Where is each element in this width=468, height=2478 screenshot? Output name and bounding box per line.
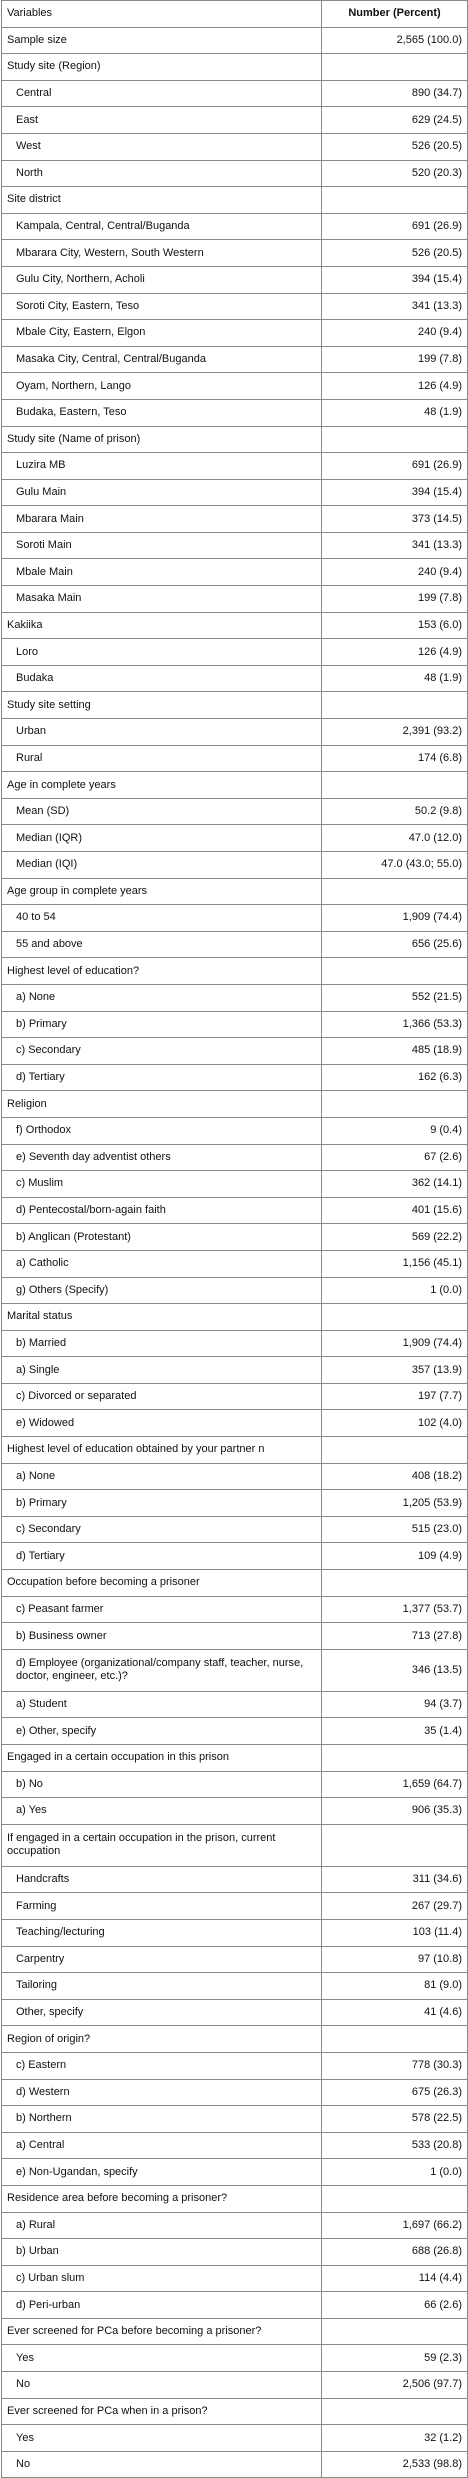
table-row bbox=[2, 1623, 468, 1650]
variable-label: Central bbox=[2, 80, 322, 107]
table-row bbox=[2, 1973, 468, 2000]
table-row bbox=[2, 399, 468, 426]
variable-label: Soroti City, Eastern, Teso bbox=[2, 293, 322, 320]
variable-label: East bbox=[2, 107, 322, 134]
variable-label: Budaka bbox=[2, 665, 322, 692]
variable-label: Gulu Main bbox=[2, 479, 322, 506]
number-percent-cell bbox=[322, 1824, 468, 1866]
table-body bbox=[2, 27, 468, 2478]
section-label: Occupation before becoming a prisoner bbox=[2, 1570, 322, 1597]
table-row bbox=[2, 266, 468, 293]
variable-label: Handcrafts bbox=[2, 1866, 322, 1893]
variable-label: b) Primary bbox=[2, 1490, 322, 1517]
table-row bbox=[2, 825, 468, 852]
table-row bbox=[2, 1691, 468, 1718]
variable-label: e) Other, specify bbox=[2, 1718, 322, 1745]
section-label: Region of origin? bbox=[2, 2026, 322, 2053]
section-label: Study site setting bbox=[2, 692, 322, 719]
table-row bbox=[2, 719, 468, 746]
section-label: Age group in complete years bbox=[2, 878, 322, 905]
section-header-row bbox=[2, 54, 468, 81]
table-row bbox=[2, 479, 468, 506]
variable-label: Median (IQR) bbox=[2, 825, 322, 852]
table-row bbox=[2, 1224, 468, 1251]
section-header-row bbox=[2, 692, 468, 719]
variable-label: a) Central bbox=[2, 2132, 322, 2159]
section-header-row bbox=[2, 2185, 468, 2212]
section-label: Ever screened for PCa before becoming a prisoner? bbox=[2, 2318, 322, 2345]
number-percent-cell: 1,205 (53.9) bbox=[322, 1490, 468, 1517]
variable-label: Mean (SD) bbox=[2, 798, 322, 825]
table-row bbox=[2, 1064, 468, 1091]
number-percent-cell: 267 (29.7) bbox=[322, 1893, 468, 1920]
table-row bbox=[2, 1357, 468, 1384]
number-percent-cell: 778 (30.3) bbox=[322, 2052, 468, 2079]
table-row bbox=[2, 2159, 468, 2186]
table-row bbox=[2, 612, 468, 639]
number-percent-cell: 691 (26.9) bbox=[322, 213, 468, 240]
variable-label: c) Urban slum bbox=[2, 2265, 322, 2292]
table-row bbox=[2, 160, 468, 187]
number-percent-cell: 656 (25.6) bbox=[322, 931, 468, 958]
table-row bbox=[2, 1893, 468, 1920]
variable-label: b) Anglican (Protestant) bbox=[2, 1224, 322, 1251]
characteristics-table bbox=[1, 0, 468, 2478]
section-header-row bbox=[2, 2026, 468, 2053]
variable-label: b) Primary bbox=[2, 1011, 322, 1038]
number-percent-cell: 114 (4.4) bbox=[322, 2265, 468, 2292]
section-label: Site district bbox=[2, 187, 322, 214]
table-row bbox=[2, 559, 468, 586]
number-percent-cell bbox=[322, 772, 468, 799]
variable-label: c) Muslim bbox=[2, 1171, 322, 1198]
number-percent-cell: 311 (34.6) bbox=[322, 1866, 468, 1893]
number-percent-cell bbox=[322, 1437, 468, 1464]
section-label: Highest level of education? bbox=[2, 958, 322, 985]
table-row bbox=[2, 1463, 468, 1490]
variable-label: f) Orthodox bbox=[2, 1117, 322, 1144]
variable-label: Oyam, Northern, Lango bbox=[2, 373, 322, 400]
table-row bbox=[2, 1330, 468, 1357]
number-percent-cell: 1 (0.0) bbox=[322, 1277, 468, 1304]
number-percent-cell: 691 (26.9) bbox=[322, 453, 468, 480]
variable-label: d) Western bbox=[2, 2079, 322, 2106]
number-percent-cell bbox=[322, 958, 468, 985]
number-percent-cell: 32 (1.2) bbox=[322, 2425, 468, 2452]
table-row bbox=[2, 1250, 468, 1277]
variable-label: 55 and above bbox=[2, 931, 322, 958]
number-percent-cell bbox=[322, 2026, 468, 2053]
table-row bbox=[2, 1999, 468, 2026]
table-row bbox=[2, 1516, 468, 1543]
number-percent-cell: 47.0 (43.0; 55.0) bbox=[322, 852, 468, 879]
table-row bbox=[2, 373, 468, 400]
table-row bbox=[2, 2106, 468, 2133]
number-percent-cell: 67 (2.6) bbox=[322, 1144, 468, 1171]
number-percent-cell: 341 (13.3) bbox=[322, 532, 468, 559]
table-row bbox=[2, 532, 468, 559]
number-percent-cell bbox=[322, 1745, 468, 1772]
variable-label: Soroti Main bbox=[2, 532, 322, 559]
section-label: Study site (Region) bbox=[2, 54, 322, 81]
section-header-row bbox=[2, 1745, 468, 1772]
number-percent-cell: 97 (10.8) bbox=[322, 1946, 468, 1973]
variable-label: No bbox=[2, 2372, 322, 2399]
table-row bbox=[2, 745, 468, 772]
table-row bbox=[2, 639, 468, 666]
variable-label: Mbale Main bbox=[2, 559, 322, 586]
number-percent-cell: 1,659 (64.7) bbox=[322, 1771, 468, 1798]
number-percent-cell: 890 (34.7) bbox=[322, 80, 468, 107]
variable-label: Kampala, Central, Central/Buganda bbox=[2, 213, 322, 240]
number-percent-cell bbox=[322, 187, 468, 214]
variable-label: Masaka Main bbox=[2, 586, 322, 613]
number-percent-cell: 240 (9.4) bbox=[322, 559, 468, 586]
variable-label: Gulu City, Northern, Acholi bbox=[2, 266, 322, 293]
number-percent-cell: 1,909 (74.4) bbox=[322, 1330, 468, 1357]
table-row bbox=[2, 2425, 468, 2452]
number-percent-cell: 533 (20.8) bbox=[322, 2132, 468, 2159]
section-label: Residence area before becoming a prisoner? bbox=[2, 2185, 322, 2212]
variable-label: a) Rural bbox=[2, 2212, 322, 2239]
variable-label: e) Non-Ugandan, specify bbox=[2, 2159, 322, 2186]
number-percent-cell: 394 (15.4) bbox=[322, 266, 468, 293]
number-percent-cell: 2,391 (93.2) bbox=[322, 719, 468, 746]
variable-label: Sample size bbox=[2, 27, 322, 54]
table-row bbox=[2, 2052, 468, 2079]
table-row bbox=[2, 1543, 468, 1570]
number-percent-cell: 199 (7.8) bbox=[322, 586, 468, 613]
number-percent-cell: 401 (15.6) bbox=[322, 1197, 468, 1224]
variable-label: West bbox=[2, 133, 322, 160]
table-row bbox=[2, 1718, 468, 1745]
section-label: Religion bbox=[2, 1091, 322, 1118]
table-row bbox=[2, 1946, 468, 1973]
number-percent-cell: 103 (11.4) bbox=[322, 1919, 468, 1946]
table-row bbox=[2, 1383, 468, 1410]
section-header-row bbox=[2, 1570, 468, 1597]
header-number-percent: Number (Percent) bbox=[322, 1, 468, 28]
table-row bbox=[2, 80, 468, 107]
section-header-row bbox=[2, 958, 468, 985]
section-label: Highest level of education obtained by your partner n bbox=[2, 1437, 322, 1464]
variable-label: Kakiika bbox=[2, 612, 322, 639]
section-header-row bbox=[2, 187, 468, 214]
table-row bbox=[2, 2132, 468, 2159]
number-percent-cell: 713 (27.8) bbox=[322, 1623, 468, 1650]
variable-label: a) Single bbox=[2, 1357, 322, 1384]
number-percent-cell: 94 (3.7) bbox=[322, 1691, 468, 1718]
number-percent-cell: 1,697 (66.2) bbox=[322, 2212, 468, 2239]
variable-label: 40 to 54 bbox=[2, 905, 322, 932]
variable-label: d) Peri-urban bbox=[2, 2292, 322, 2319]
number-percent-cell: 578 (22.5) bbox=[322, 2106, 468, 2133]
table-row bbox=[2, 905, 468, 932]
number-percent-cell: 552 (21.5) bbox=[322, 984, 468, 1011]
variable-label: Mbarara Main bbox=[2, 506, 322, 533]
number-percent-cell: 35 (1.4) bbox=[322, 1718, 468, 1745]
table-row bbox=[2, 931, 468, 958]
variable-label: a) Catholic bbox=[2, 1250, 322, 1277]
table-row bbox=[2, 2451, 468, 2478]
number-percent-cell: 346 (13.5) bbox=[322, 1649, 468, 1691]
variable-label: b) Urban bbox=[2, 2239, 322, 2266]
variable-label: g) Others (Specify) bbox=[2, 1277, 322, 1304]
number-percent-cell: 2,533 (98.8) bbox=[322, 2451, 468, 2478]
table-row bbox=[2, 2079, 468, 2106]
variable-label: Mbarara City, Western, South Western bbox=[2, 240, 322, 267]
variable-label: d) Pentecostal/born-again faith bbox=[2, 1197, 322, 1224]
number-percent-cell: 1,366 (53.3) bbox=[322, 1011, 468, 1038]
table-row bbox=[2, 1410, 468, 1437]
variable-label: c) Eastern bbox=[2, 2052, 322, 2079]
number-percent-cell bbox=[322, 2185, 468, 2212]
variable-label: Carpentry bbox=[2, 1946, 322, 1973]
number-percent-cell: 526 (20.5) bbox=[322, 240, 468, 267]
section-header-row bbox=[2, 2398, 468, 2425]
number-percent-cell: 373 (14.5) bbox=[322, 506, 468, 533]
table-row bbox=[2, 1919, 468, 1946]
variable-label: a) None bbox=[2, 1463, 322, 1490]
section-label: Ever screened for PCa when in a prison? bbox=[2, 2398, 322, 2425]
variable-label: c) Peasant farmer bbox=[2, 1596, 322, 1623]
number-percent-cell: 199 (7.8) bbox=[322, 346, 468, 373]
number-percent-cell: 102 (4.0) bbox=[322, 1410, 468, 1437]
table-row bbox=[2, 2372, 468, 2399]
variable-label: c) Secondary bbox=[2, 1038, 322, 1065]
number-percent-cell: 126 (4.9) bbox=[322, 373, 468, 400]
table-row bbox=[2, 1197, 468, 1224]
table-row bbox=[2, 453, 468, 480]
table-row bbox=[2, 1798, 468, 1825]
number-percent-cell: 126 (4.9) bbox=[322, 639, 468, 666]
number-percent-cell: 174 (6.8) bbox=[322, 745, 468, 772]
number-percent-cell: 48 (1.9) bbox=[322, 399, 468, 426]
table-row bbox=[2, 1011, 468, 1038]
number-percent-cell: 2,506 (97.7) bbox=[322, 2372, 468, 2399]
variable-label: Budaka, Eastern, Teso bbox=[2, 399, 322, 426]
variable-label: Urban bbox=[2, 719, 322, 746]
number-percent-cell: 1,377 (53.7) bbox=[322, 1596, 468, 1623]
table-row bbox=[2, 506, 468, 533]
variable-label: Rural bbox=[2, 745, 322, 772]
number-percent-cell: 675 (26.3) bbox=[322, 2079, 468, 2106]
table-row bbox=[2, 27, 468, 54]
number-percent-cell bbox=[322, 1091, 468, 1118]
number-percent-cell: 197 (7.7) bbox=[322, 1383, 468, 1410]
table-row bbox=[2, 240, 468, 267]
table-row bbox=[2, 798, 468, 825]
variable-label: a) None bbox=[2, 984, 322, 1011]
section-label: Marital status bbox=[2, 1304, 322, 1331]
number-percent-cell: 2,565 (100.0) bbox=[322, 27, 468, 54]
section-header-row bbox=[2, 1304, 468, 1331]
variable-label: b) No bbox=[2, 1771, 322, 1798]
table-row bbox=[2, 1277, 468, 1304]
number-percent-cell: 66 (2.6) bbox=[322, 2292, 468, 2319]
variable-label: Yes bbox=[2, 2425, 322, 2452]
number-percent-cell: 81 (9.0) bbox=[322, 1973, 468, 2000]
table-row bbox=[2, 1038, 468, 1065]
table-row bbox=[2, 1117, 468, 1144]
header-variables: Variables bbox=[2, 1, 322, 28]
table-row bbox=[2, 984, 468, 1011]
number-percent-cell: 362 (14.1) bbox=[322, 1171, 468, 1198]
variable-label: b) Northern bbox=[2, 2106, 322, 2133]
variable-label: Yes bbox=[2, 2345, 322, 2372]
table-row bbox=[2, 2345, 468, 2372]
table-row bbox=[2, 852, 468, 879]
variable-label: Masaka City, Central, Central/Buganda bbox=[2, 346, 322, 373]
variable-label: a) Student bbox=[2, 1691, 322, 1718]
number-percent-cell: 47.0 (12.0) bbox=[322, 825, 468, 852]
number-percent-cell: 688 (26.8) bbox=[322, 2239, 468, 2266]
number-percent-cell: 59 (2.3) bbox=[322, 2345, 468, 2372]
table-row bbox=[2, 320, 468, 347]
variable-label: Tailoring bbox=[2, 1973, 322, 2000]
number-percent-cell bbox=[322, 1570, 468, 1597]
section-label: Engaged in a certain occupation in this prison bbox=[2, 1745, 322, 1772]
section-header-row bbox=[2, 1437, 468, 1464]
table-row bbox=[2, 293, 468, 320]
table-row bbox=[2, 1866, 468, 1893]
variable-label: b) Married bbox=[2, 1330, 322, 1357]
variable-label: Teaching/lecturing bbox=[2, 1919, 322, 1946]
variable-label: d) Tertiary bbox=[2, 1543, 322, 1570]
section-header-row bbox=[2, 2318, 468, 2345]
number-percent-cell: 520 (20.3) bbox=[322, 160, 468, 187]
number-percent-cell: 408 (18.2) bbox=[322, 1463, 468, 1490]
table-row bbox=[2, 1649, 468, 1691]
section-header-row bbox=[2, 426, 468, 453]
number-percent-cell bbox=[322, 1304, 468, 1331]
variable-label: c) Secondary bbox=[2, 1516, 322, 1543]
variable-label: a) Yes bbox=[2, 1798, 322, 1825]
number-percent-cell bbox=[322, 54, 468, 81]
number-percent-cell: 394 (15.4) bbox=[322, 479, 468, 506]
table-row bbox=[2, 1144, 468, 1171]
variable-label: Mbale City, Eastern, Elgon bbox=[2, 320, 322, 347]
table-row bbox=[2, 1490, 468, 1517]
number-percent-cell: 240 (9.4) bbox=[322, 320, 468, 347]
variable-label: e) Widowed bbox=[2, 1410, 322, 1437]
section-label: Study site (Name of prison) bbox=[2, 426, 322, 453]
number-percent-cell: 109 (4.9) bbox=[322, 1543, 468, 1570]
number-percent-cell bbox=[322, 2318, 468, 2345]
number-percent-cell: 485 (18.9) bbox=[322, 1038, 468, 1065]
number-percent-cell: 629 (24.5) bbox=[322, 107, 468, 134]
section-header-row bbox=[2, 1824, 468, 1866]
variable-label: Median (IQI) bbox=[2, 852, 322, 879]
number-percent-cell: 906 (35.3) bbox=[322, 1798, 468, 1825]
section-label: Age in complete years bbox=[2, 772, 322, 799]
number-percent-cell: 526 (20.5) bbox=[322, 133, 468, 160]
table-row bbox=[2, 2265, 468, 2292]
variable-label: d) Tertiary bbox=[2, 1064, 322, 1091]
section-label: If engaged in a certain occupation in the prison, current occupation bbox=[2, 1824, 322, 1866]
variable-label: Farming bbox=[2, 1893, 322, 1920]
number-percent-cell: 1,156 (45.1) bbox=[322, 1250, 468, 1277]
number-percent-cell: 515 (23.0) bbox=[322, 1516, 468, 1543]
variable-label: Other, specify bbox=[2, 1999, 322, 2026]
number-percent-cell bbox=[322, 426, 468, 453]
number-percent-cell: 1 (0.0) bbox=[322, 2159, 468, 2186]
number-percent-cell: 50.2 (9.8) bbox=[322, 798, 468, 825]
section-header-row bbox=[2, 1091, 468, 1118]
table-row bbox=[2, 2292, 468, 2319]
table-header-row bbox=[2, 1, 468, 28]
number-percent-cell: 48 (1.9) bbox=[322, 665, 468, 692]
table-row bbox=[2, 213, 468, 240]
number-percent-cell: 9 (0.4) bbox=[322, 1117, 468, 1144]
table-row bbox=[2, 107, 468, 134]
number-percent-cell bbox=[322, 692, 468, 719]
variable-label: d) Employee (organizational/company staff, teacher, nurse, doctor, engineer, etc.)? bbox=[2, 1649, 322, 1691]
table-row bbox=[2, 346, 468, 373]
table-row bbox=[2, 1171, 468, 1198]
number-percent-cell: 41 (4.6) bbox=[322, 1999, 468, 2026]
variable-label: b) Business owner bbox=[2, 1623, 322, 1650]
table-row bbox=[2, 665, 468, 692]
number-percent-cell: 153 (6.0) bbox=[322, 612, 468, 639]
section-header-row bbox=[2, 772, 468, 799]
number-percent-cell bbox=[322, 878, 468, 905]
variable-label: North bbox=[2, 160, 322, 187]
variable-label: No bbox=[2, 2451, 322, 2478]
table-row bbox=[2, 1596, 468, 1623]
variable-label: c) Divorced or separated bbox=[2, 1383, 322, 1410]
number-percent-cell: 357 (13.9) bbox=[322, 1357, 468, 1384]
table-row bbox=[2, 133, 468, 160]
number-percent-cell: 1,909 (74.4) bbox=[322, 905, 468, 932]
variable-label: e) Seventh day adventist others bbox=[2, 1144, 322, 1171]
section-header-row bbox=[2, 878, 468, 905]
number-percent-cell bbox=[322, 2398, 468, 2425]
variable-label: Loro bbox=[2, 639, 322, 666]
variable-label: Luzira MB bbox=[2, 453, 322, 480]
number-percent-cell: 569 (22.2) bbox=[322, 1224, 468, 1251]
number-percent-cell: 162 (6.3) bbox=[322, 1064, 468, 1091]
table-row bbox=[2, 1771, 468, 1798]
table-row bbox=[2, 2212, 468, 2239]
table-row bbox=[2, 586, 468, 613]
number-percent-cell: 341 (13.3) bbox=[322, 293, 468, 320]
